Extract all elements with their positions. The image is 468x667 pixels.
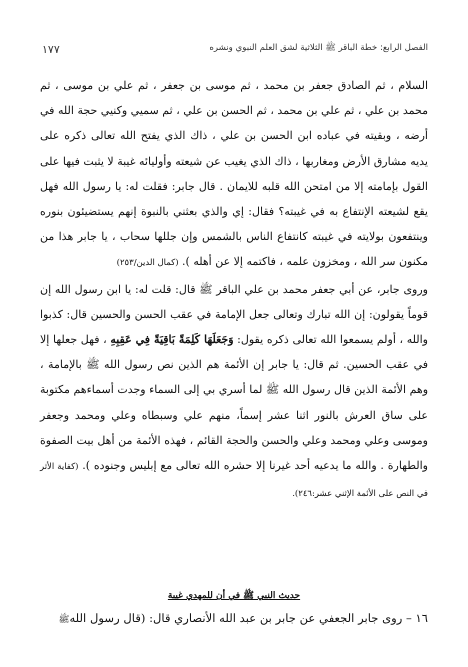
paragraph-1 (40, 73, 428, 277)
section-subheading: حديث النبي ﷺ في أن للمهدي غيبة (167, 591, 301, 601)
hadith-16-text: ١٦ – روى جابر الجعفي عن جابر بن عبد الله الأنصاري قال: (قال رسول الله (69, 611, 428, 625)
page-number: ١٧٧ (42, 42, 60, 56)
body-text (40, 73, 428, 507)
paragraph-2 (40, 277, 428, 508)
citation-2: (كفاية الأثر في النص على الأئمة الإثني عشر:٢٤٦). (40, 462, 428, 500)
hadith-16-first-line (40, 607, 428, 631)
chapter-title: الفصل الرابع: خطة الباقر ﷺ الثلاثية لشق العلم النبوي ونشره (209, 43, 428, 53)
salawat-glyph: ﷺ (58, 615, 70, 625)
paragraph-2-text-a: وروى جابر، عن أبي جعفر محمد بن علي الباقر ﷺ قال: قلت له: يا ابن رسول الله إن قوماً يقولون: إن الله تبارك وتعالى جعل الإمامة في عقب الحسن والحسين قال: كذبوا والله ، أولم يسمعوا الله تعالى ذكره يقول: (40, 282, 428, 347)
quran-verse: وَجَعَلَهَا كَلِمَةً بَاقِيَةً فِي عَقِبِهِ (110, 333, 234, 347)
paragraph-1-text: السلام ، ثم الصادق جعفر بن محمد ، ثم موسى بن جعفر ، ثم علي بن موسى ، ثم محمد بن علي ، ثم علي بن محمد ، ثم الحسن بن علي ، ثم سميي وكنيي حجة الله في أرضه ، وبقيته في عباده ابن الحسن بن علي ، ذاك الذي يفتح الله تعالى ذكره على يديه مشارق الأرض ومغاربها ، ذاك الذي يغيب عن شيعته وأوليائه غيبة لا يثبت فيها على القول بإمامته إلا من امتحن الله قلبه للايمان . قال جابر: فقلت له: يا رسول الله فهل يقع لشيعته الإنتفاع به في غيبته؟ فقال: إي والذي بعثني بالنبوة إنهم يستضيئون بنوره وينتفعون بولايته في غيبته كانتفاع الناس بالشمس وإن جللها سحاب ، يا جابر هذا من مكنون سر الله ، ومخزون علمه ، فاكتمه إلا عن أهله ). (40, 79, 428, 269)
citation-1: (كمال الدين/٢٥٣) (116, 258, 179, 269)
paragraph-2-text-b: ، فهل جعلها إلا في عقب الحسين. ثم قال: يا جابر إن الأئمة هم الذين نص رسول الله ﷺ بالإمامة ، وهم الأئمة الذين قال رسول الله ﷺ لما أسري بي إلى السماء وجدت أسماءهم مكتوبة على ساق العرش بالنور اثنا عشر إسماً، منهم علي وسبطاه وعلي ومحمد وجعفر وموسى وعلي ومحمد وعلي والحسن والحجة القائم ، فهذه الأئمة من أهل بيت الصفوة والطهارة . والله ما يدعيه أحد غيرنا إلا حشره الله تعالى مع إبليس وجنوده ). (40, 333, 428, 473)
running-header (42, 42, 428, 56)
